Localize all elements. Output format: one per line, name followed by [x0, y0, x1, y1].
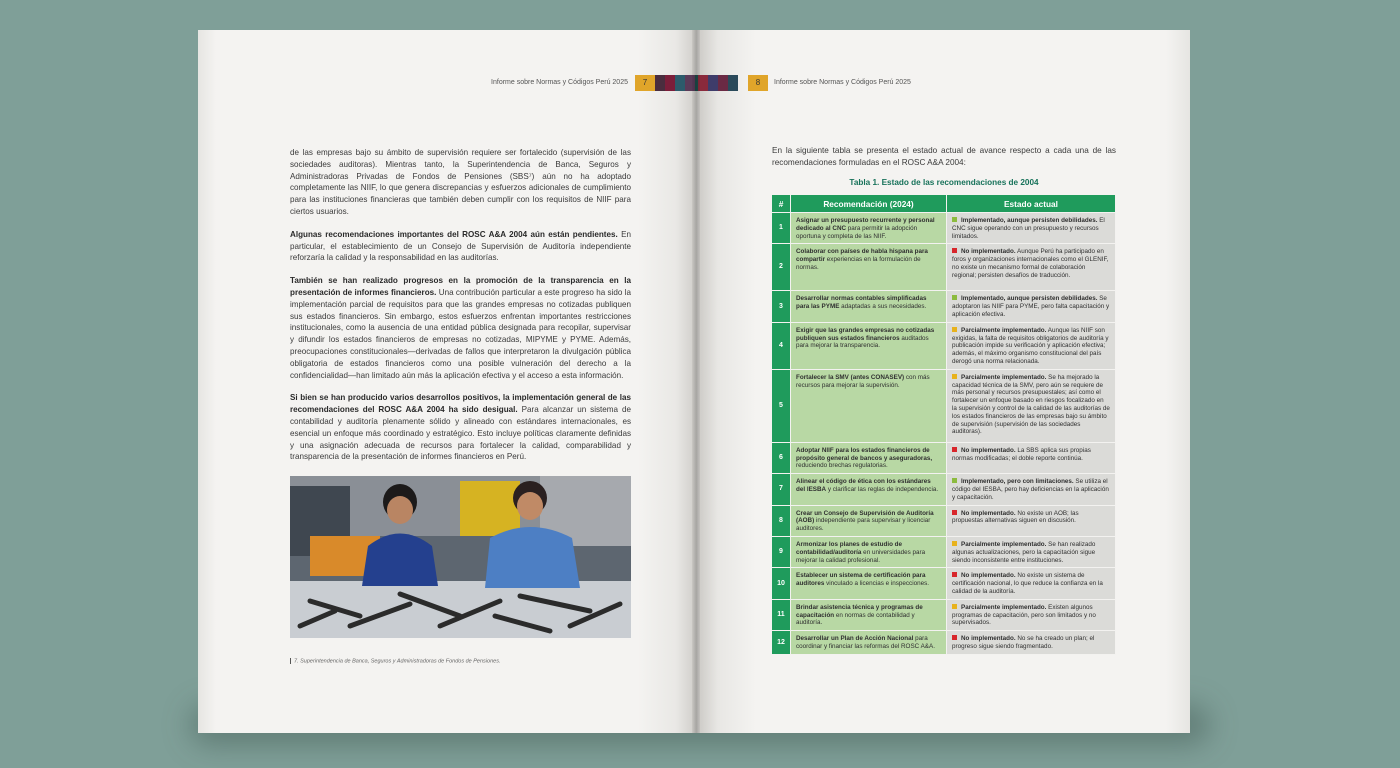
status-red-icon — [952, 248, 957, 253]
table-row — [772, 506, 1116, 537]
recommendation-cell: Armonizar los planes de estudio de contabilidad/auditoría en universidades para mejorar la calidad profesional. — [791, 537, 947, 568]
table-row — [772, 213, 1116, 244]
status-cell: Parcialmente implementado. Existen algunos programas de capacitación, pero son limitados y no supervisados. — [947, 600, 1116, 631]
status-cell: Parcialmente implementado. Se ha mejorado la capacidad técnica de la SMV, pero aún se requiere de más personal y recursos presupuestales; así como el fortalecer un enfoque basado en riesgos focalizado en la supervisión y control de la calidad de las auditorías de los estados financieros de las empresas bajo su ámbito de supervisión (supervisión de las sociedades auditoras). — [947, 370, 1116, 443]
recommendation-cell: Desarrollar normas contables simplificadas para las PYME adaptadas a sus necesidades. — [791, 291, 947, 322]
status-cell: Implementado, aunque persisten debilidades. El CNC sigue operando con un presupuesto y recursos limitados. — [947, 213, 1116, 244]
row-number: 6 — [772, 443, 791, 474]
header-number: # — [772, 195, 791, 213]
strip-block — [718, 75, 728, 91]
recommendation-cell: Crear un Consejo de Supervisión de Auditoría (AOB) independiente para supervisar y licenciar auditores. — [791, 506, 947, 537]
right-page — [696, 30, 1190, 733]
row-number: 9 — [772, 537, 791, 568]
recommendation-cell: Alinear el código de ética con los estándares del IESBA y clarificar las reglas de independencia. — [791, 474, 947, 505]
status-cell: Parcialmente implementado. Se han realizado algunas actualizaciones, pero la capacitación sigue siendo inconsistente entre instituciones. — [947, 537, 1116, 568]
row-number: 10 — [772, 568, 791, 599]
row-number: 2 — [772, 244, 791, 291]
left-page-number: 7 — [635, 75, 655, 91]
table-row — [772, 568, 1116, 599]
recommendation-cell: Brindar asistencia técnica y programas de capacitación en normas de contabilidad y auditoría. — [791, 600, 947, 631]
left-page — [198, 30, 696, 733]
row-number: 11 — [772, 600, 791, 631]
status-red-icon — [952, 635, 957, 640]
strip-block — [708, 75, 718, 91]
status-yellow-icon — [952, 604, 957, 609]
table-row — [772, 600, 1116, 631]
status-cell: No implementado. Aunque Perú ha participado en foros y organizaciones internacionales como el GLENIF, no existe un mecanismo formal de colaboración regional; persisten desafíos de traducción. — [947, 244, 1116, 291]
row-number: 5 — [772, 370, 791, 443]
paragraph-3: También se han realizado progresos en la promoción de la transparencia en la presentación de informes financieros. Una contribución particular a este progreso ha sido la implementación parcial de requisitos para que las grandes empresas no cotizadas publiquen sus estados financieros. Sin embargo, estos esfuerzos enfrentan importantes restricciones institucionales, como la ausencia de una entidad pública designada para recopilar, supervisar y difundir los estados financieros de empresas no cotizadas, MIPYME y PYME. Además, preocupaciones constitucionales—derivadas de fallos que interpretaron la divulgación pública obligatoria de estados financieros como una posible vulneración del derecho a la confidencialidad—han limitado aún más la aplicación efectiva y el acceso a esta información. — [290, 276, 631, 380]
strip-block — [655, 75, 665, 91]
recommendations-table — [772, 195, 1116, 655]
status-cell: No implementado. No se ha creado un plan; el progreso sigue siendo fragmentado. — [947, 631, 1116, 655]
table-intro: En la siguiente tabla se presenta el estado actual de avance respecto a cada una de las recomendaciones formuladas en el ROSC A&A 2004: — [772, 146, 1116, 167]
table-row — [772, 631, 1116, 655]
table-row — [772, 474, 1116, 505]
row-number: 8 — [772, 506, 791, 537]
status-green-icon — [952, 217, 957, 222]
recommendation-cell: Establecer un sistema de certificación para auditores vinculado a licencias e inspecciones. — [791, 568, 947, 599]
status-green-icon — [952, 295, 957, 300]
status-cell: No implementado. La SBS aplica sus propias normas modificadas; el doble reporte continúa. — [947, 443, 1116, 474]
table-row — [772, 244, 1116, 291]
status-red-icon — [952, 510, 957, 515]
status-cell: No implementado. No existe un sistema de certificación nacional, lo que reduce la confianza en la calidad de la auditoría. — [947, 568, 1116, 599]
recommendation-cell: Asignar un presupuesto recurrente y personal dedicado al CNC para permitir la adopción oportuna y completa de las NIIF. — [791, 213, 947, 244]
right-header-title: Informe sobre Normas y Códigos Perú 2025 — [774, 79, 911, 86]
row-number: 1 — [772, 213, 791, 244]
left-body-text — [290, 147, 631, 474]
status-red-icon — [952, 572, 957, 577]
recommendation-cell: Fortalecer la SMV (antes CONASEV) con más recursos para mejorar la supervisión. — [791, 370, 947, 443]
paragraph-2: Algunas recomendaciones importantes del ROSC A&A 2004 aún están pendientes. En particular, el establecimiento de un Consejo de Supervisión de Auditoría independiente reforzaría la calidad y la responsabilidad en las auditorías. — [290, 229, 631, 263]
factory-workers-illustration — [290, 476, 631, 638]
row-number: 12 — [772, 631, 791, 655]
header-status: Estado actual — [947, 195, 1116, 213]
table-header-row — [772, 195, 1116, 213]
left-color-strip — [655, 75, 696, 91]
status-green-icon — [952, 478, 957, 483]
strip-block — [728, 75, 738, 91]
book-gutter — [692, 30, 700, 733]
recommendation-cell: Desarrollar un Plan de Acción Nacional para coordinar y financiar las reformas del ROSC A&A. — [791, 631, 947, 655]
paragraph-4: Si bien se han producido varios desarrollos positivos, la implementación general de las recomendaciones del ROSC A&A 2004 ha sido desigual. Para alcanzar un sistema de contabilidad y auditoría plenamente sólido y alineado con estándares internacionales, es esencial un enfoque más coordinado y estratégico. Esto incluye políticas claramente definidas y una asignación adecuada de recursos para fortalecer la calidad, comparabilidad y transparencia de la presentación de informes financieros en Perú. — [290, 393, 632, 462]
status-cell: Implementado, aunque persisten debilidades. Se adoptaron las NIIF para PYME, pero falta capacitación y aplicación efectiva. — [947, 291, 1116, 322]
row-number: 7 — [772, 474, 791, 505]
status-cell: Implementado, pero con limitaciones. Se utiliza el código del IESBA, pero hay deficiencias en la aplicación y capacitación. — [947, 474, 1116, 505]
status-yellow-icon — [952, 541, 957, 546]
table-row — [772, 291, 1116, 322]
recommendation-cell: Colaborar con países de habla hispana para compartir experiencias en la formulación de normas. — [791, 244, 947, 291]
strip-block — [675, 75, 685, 91]
table-row — [772, 323, 1116, 370]
recommendation-cell: Exigir que las grandes empresas no cotizadas publiquen sus estados financieros auditados para mejorar la transparencia. — [791, 323, 947, 370]
row-number: 3 — [772, 291, 791, 322]
table-title: Tabla 1. Estado de las recomendaciones de 2004 — [849, 178, 1039, 187]
status-cell: No implementado. No existe un AOB; las propuestas alternativas siguen en discusión. — [947, 506, 1116, 537]
status-cell: Parcialmente implementado. Aunque las NIIF son exigidas, la falta de requisitos obligatorios de auditoría y publicación impide su verificación y aplicación efectiva; además, el máximo organismo constitucional del país derogó una norma relacionada. — [947, 323, 1116, 370]
table-row — [772, 537, 1116, 568]
strip-block — [665, 75, 675, 91]
left-header-title: Informe sobre Normas y Códigos Perú 2025 — [491, 79, 628, 86]
table-row — [772, 443, 1116, 474]
factory-workers-photo — [290, 476, 631, 638]
right-color-strip — [696, 75, 738, 91]
header-recommendation: Recomendación (2024) — [791, 195, 947, 213]
right-page-number: 8 — [748, 75, 768, 91]
row-number: 4 — [772, 323, 791, 370]
table-row — [772, 370, 1116, 443]
footnote: 7. Superintendencia de Banca, Seguros y Administradoras de Fondos de Pensiones. — [290, 658, 500, 664]
status-red-icon — [952, 447, 957, 452]
status-yellow-icon — [952, 374, 957, 379]
status-yellow-icon — [952, 327, 957, 332]
paragraph-1: de las empresas bajo su ámbito de supervisión requiere ser fortalecido (supervisión de las sociedades auditoras). Mientras tanto, la Superintendencia de Banca, Seguros y Administradoras Privadas de Fondos de Pensiones (SBS⁷) aún no ha adoptado completamente las NIIF, lo que genera discrepancias y esfuerzos adicionales de cumplimiento para las instituciones financieras que también deben cumplir con los requisitos de NIIF para ciertos usuarios. — [290, 148, 631, 216]
recommendation-cell: Adoptar NIIF para los estados financieros de propósito general de bancos y aseguradoras, reduciendo brechas regulatorias. — [791, 443, 947, 474]
